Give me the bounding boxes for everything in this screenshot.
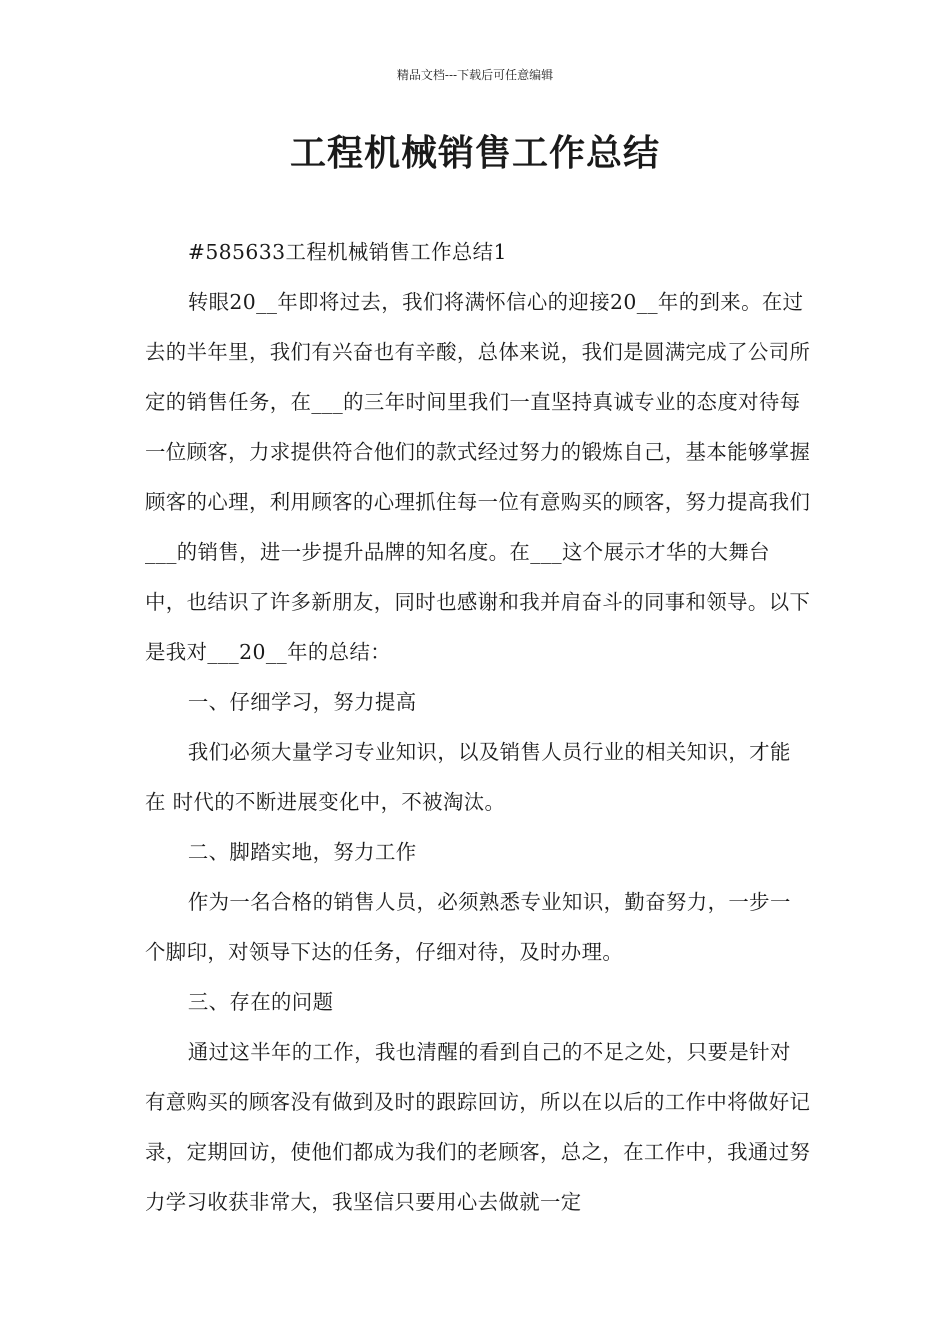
header-note: 精品文档---下载后可任意编辑 <box>396 68 554 82</box>
document-body <box>145 227 811 1227</box>
paragraph-intro: 转眼20__年即将过去，我们将满怀信心的迎接20__年的到来。在过去的半年里，我们有兴奋也有辛酸，总体来说，我们是圆满完成了公司所定的销售任务，在___的三年时间里我们一直坚持真诚专业的态度对待每一位顾客，力求提供符合他们的款式经过努力的锻炼自己，基本能够掌握顾客的心理，利用顾客的心理抓住每一位有意购买的顾客，努力提高我们___的销售，进一步提升品牌的知名度。在___这个展示才华的大舞台中，也结识了许多新朋友，同时也感谢和我并肩奋斗的同事和领导。以下是我对___20__年的总结： <box>145 290 811 664</box>
subheading-work: 二、脚踏实地，努力工作 <box>187 840 417 864</box>
paragraph-work: 作为一名合格的销售人员，必须熟悉专业知识，勤奋努力，一步一个脚印，对领导下达的任务，仔细对待，及时办理。 <box>145 890 791 964</box>
page-title: 工程机械销售工作总结 <box>289 132 660 174</box>
subheading-problems: 三、存在的问题 <box>187 990 334 1014</box>
section-heading: #585633工程机械销售工作总结1 <box>187 240 507 264</box>
subheading-study: 一、仔细学习，努力提高 <box>187 690 417 714</box>
paragraph-study: 我们必须大量学习专业知识，以及销售人员行业的相关知识，才能在 时代的不断进展变化中，不被淘汰。 <box>145 740 791 814</box>
paragraph-problems: 通过这半年的工作，我也清醒的看到自己的不足之处，只要是针对有意购买的顾客没有做到及时的跟踪回访，所以在以后的工作中将做好记录，定期回访，使他们都成为我们的老顾客，总之，在工作中，我通过努力学习收获非常大，我坚信只要用心去做就一定 <box>145 1040 811 1214</box>
